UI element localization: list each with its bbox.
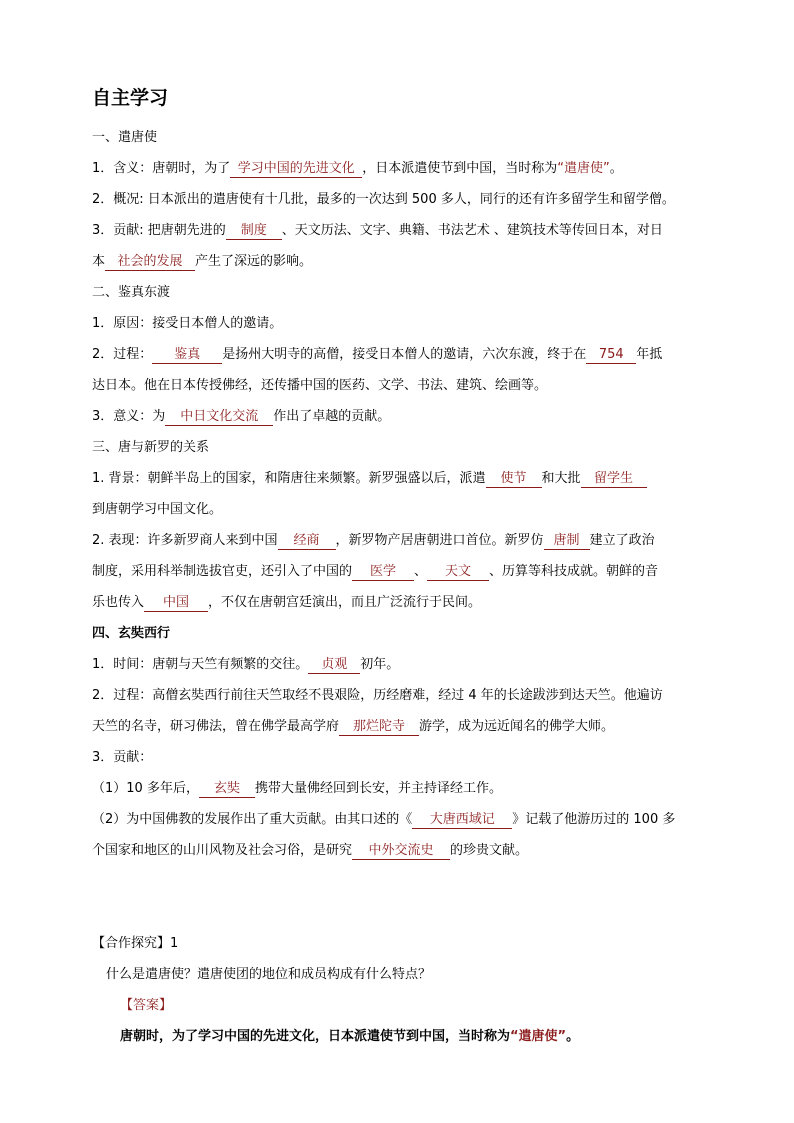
xuanzang-contribution-2-cont (92, 835, 712, 866)
text: 1．时间：唐朝与天竺有频繁的交往。 (92, 657, 309, 672)
silla-manifestation-cont (92, 556, 712, 587)
xuanzang-contribution-2 (92, 804, 712, 835)
silla-background (92, 463, 712, 494)
text: 产生了深远的影响。 (195, 254, 313, 269)
answer-blank: 中外交流史 (352, 842, 450, 860)
text: 个国家和地区的山川风物及社会习俗，是研究 (92, 843, 353, 858)
coop-heading: 【合作探究】1 (92, 936, 179, 951)
answer-blank: 医学 (352, 563, 414, 581)
jianzhen-process-cont: 达日本。他在日本传授佛经，还传播中国的医药、文学、书法、建筑、绘画等。 (92, 378, 548, 393)
answer-quote: “遣唐使” (557, 161, 610, 176)
text: 乐也传入 (92, 595, 145, 610)
text: 、 (414, 564, 428, 579)
text: 、历算等科技成就。朝鲜的音 (489, 564, 659, 579)
text: 是扬州大明寺的高僧，接受日本僧人的邀请，六次东渡，终于在 (222, 347, 587, 362)
silla-background-cont: 到唐朝学习中国文化。 (92, 502, 223, 517)
answer-blank: 学习中国的先进文化 (230, 160, 362, 178)
spacer (92, 866, 712, 928)
text: ，不仅在唐朝宫廷演出，而且广泛流行于民间。 (208, 595, 482, 610)
answer-quote: “遣唐使” (510, 1029, 567, 1044)
text: 2．过程： (92, 347, 153, 362)
text: 制度，采用科举制选拔官吏，还引入了中国的 (92, 564, 353, 579)
answer-blank: 那烂陀寺 (339, 718, 419, 736)
section-heading-xuanzang: 四、玄奘西行 (92, 626, 171, 641)
xuanzang-time (92, 649, 712, 680)
section-heading-jianzhen: 二、鉴真东渡 (92, 285, 171, 300)
jianzhen-process (92, 339, 712, 370)
text: 。 (566, 1029, 580, 1044)
answer-blank: 唐制 (544, 532, 590, 550)
text: 的珍贵文献。 (450, 843, 529, 858)
document-page (92, 86, 712, 1052)
text: 。 (609, 161, 623, 176)
text: 建立了政治 (589, 533, 655, 548)
answer-blank: 中国 (144, 594, 208, 612)
text: 3．意义：为 (92, 409, 166, 424)
text: ，日本派遣使节到中国，当时称为 (362, 161, 558, 176)
text: 携带大量佛经回到长安，并主持译经工作。 (254, 781, 502, 796)
text: ，新罗物产居唐朝进口首位。新罗仿 (335, 533, 544, 548)
coop-question: 什么是遣唐使？遣唐使团的地位和成员构成有什么特点？ (106, 967, 432, 982)
answer-blank: 贞观 (308, 656, 360, 674)
answer-blank: 大唐西域记 (412, 811, 512, 829)
answer-label: 【答案】 (120, 998, 173, 1013)
answer-blank: 玄奘 (199, 780, 255, 798)
text: 唐朝时，为了学习中国的先进文化，日本派遣使节到中国，当时称为 (120, 1029, 511, 1044)
answer-blank: 鉴真 (152, 346, 222, 364)
text: 作出了卓越的贡献。 (273, 409, 391, 424)
answer-blank: 天文 (427, 563, 489, 581)
section-heading-envoys: 一、遣唐使 (92, 130, 158, 145)
answer-blank: 754 (586, 346, 636, 364)
text: （1）10 多年后， (92, 781, 199, 796)
text: 游学，成为远近闻名的佛学大师。 (419, 719, 615, 734)
text: 2. 表现：许多新罗商人来到中国 (92, 533, 278, 548)
xuanzang-contribution-1 (92, 773, 712, 804)
answer-blank: 留学生 (581, 470, 647, 488)
answer-blank: 社会的发展 (105, 253, 195, 271)
xuanzang-process: 2．过程：高僧玄奘西行前往天竺取经不畏艰险，历经磨难，经过 4 年的长途跋涉到达天竺。他遍访 (92, 688, 663, 703)
section-heading-silla: 三、唐与新罗的关系 (92, 440, 210, 455)
page-title: 自主学习 (92, 87, 169, 109)
envoys-meaning (92, 153, 712, 184)
jianzhen-significance (92, 401, 712, 432)
xuanzang-process-cont (92, 711, 712, 742)
text: 》记载了他游历过的 100 多 (512, 812, 676, 827)
text: 本 (92, 254, 106, 269)
envoys-contribution (92, 215, 712, 246)
answer-blank: 经商 (278, 532, 336, 550)
answer-blank: 中日文化交流 (165, 408, 273, 426)
answer-blank: 制度 (226, 222, 282, 240)
answer-blank: 使节 (486, 470, 542, 488)
silla-music (92, 587, 712, 618)
text: （2）为中国佛教的发展作出了重大贡献。由其口述的《 (92, 812, 413, 827)
jianzhen-reason: 1．原因：接受日本僧人的邀请。 (92, 316, 283, 331)
envoys-overview: 2．概况: 日本派出的遣唐使有十几批，最多的一次达到 500 多人，同行的还有许多留学生和留学僧。 (92, 192, 675, 207)
text: 年抵 (636, 347, 663, 362)
text: 、天文历法、文字、典籍、书法艺术 、建筑技术等传回日本，对日 (281, 223, 663, 238)
silla-manifestation (92, 525, 712, 556)
text: 天竺的名寺，研习佛法，曾在佛学最高学府 (92, 719, 340, 734)
text: 3．贡献: 把唐朝先进的 (92, 223, 226, 238)
text: 初年。 (360, 657, 400, 672)
text: 和大批 (541, 471, 581, 486)
xuanzang-contribution: 3．贡献： (92, 750, 153, 765)
text: 1．含义：唐朝时，为了 (92, 161, 231, 176)
text: 1. 背景：朝鲜半岛上的国家，和隋唐往来频繁。新罗强盛以后，派遣 (92, 471, 486, 486)
answer-text (92, 1021, 712, 1052)
envoys-contribution-cont (92, 246, 712, 277)
